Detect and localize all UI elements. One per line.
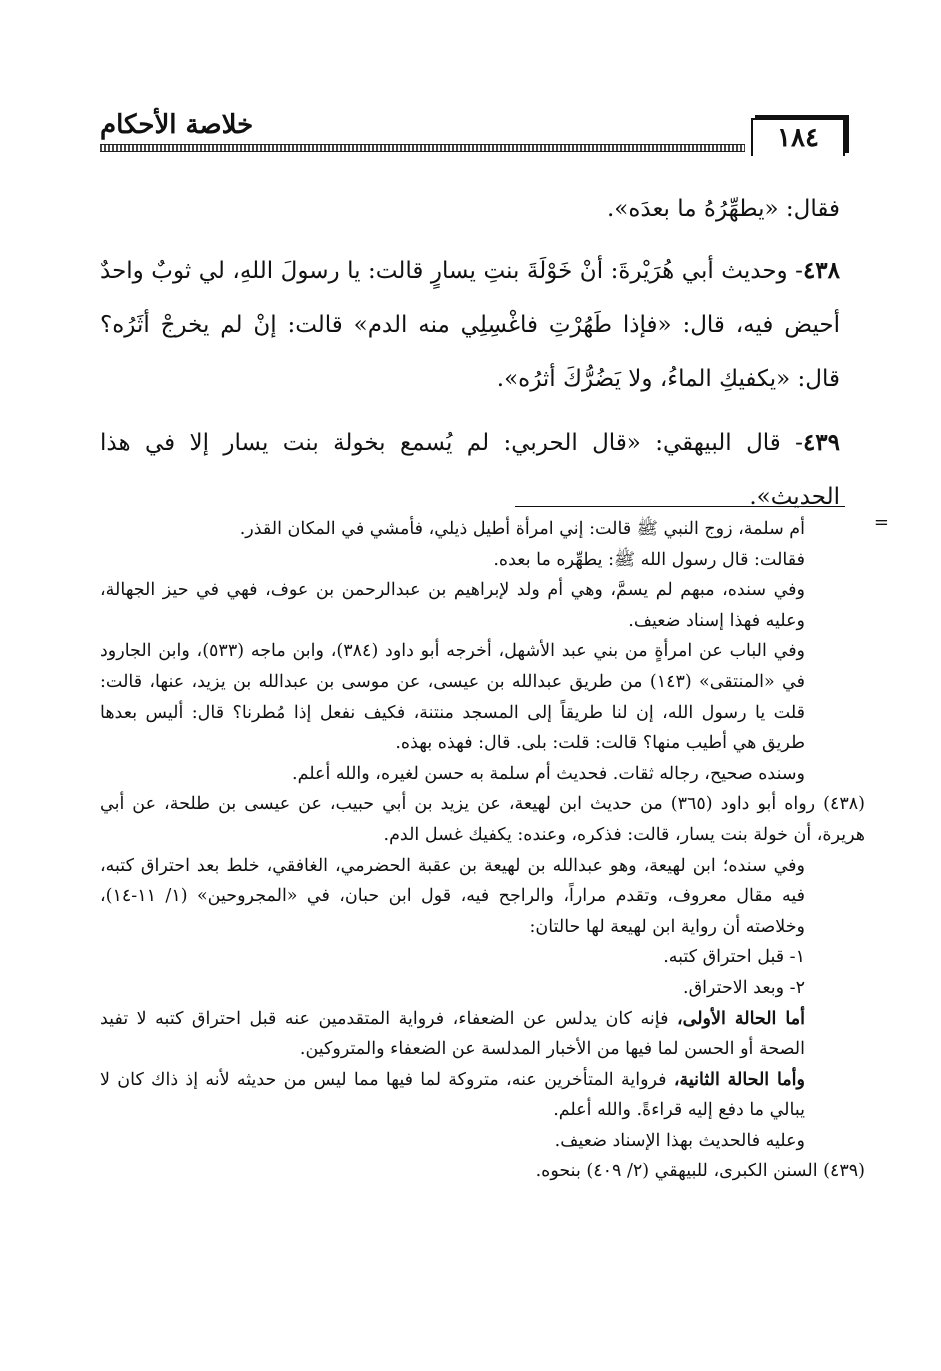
footnote-list-item: ١- قبل احتراق كتبه. xyxy=(663,947,805,968)
footnote-438 xyxy=(100,789,865,850)
page-header xyxy=(100,108,845,156)
lead-line: فقال: «يطهِّرُهُ ما بعدَه». xyxy=(606,196,840,222)
case-label: أما الحالة الأولى، xyxy=(676,1008,805,1029)
footnote-line xyxy=(100,1004,865,1065)
hadith-text: - قال البيهقي: «قال الحربي: لم يُسمع بخولة بنت يسار إلا في هذا الحديث». xyxy=(100,430,840,510)
footnote-separator xyxy=(515,506,845,507)
hadith-number: ٤٣٨ xyxy=(802,257,840,284)
footnote-line: وعليه فالحديث بهذا الإسناد ضعيف. xyxy=(554,1130,805,1151)
footnote-list-item: ٢- وبعد الاحتراق. xyxy=(683,977,805,998)
footnote-line: وفي سنده، مبهم لم يسمَّ، وهي أم ولد لإبراهيم بن عبدالرحمن بن عوف، فهي في حيز الجهالة، وعليه فهذا إسناد ضعيف. xyxy=(100,580,805,631)
footnote-line: وفي سنده؛ ابن لهيعة، وهو عبدالله بن لهيعة بن عقبة الحضرمي، الغافقي، خلط بعد احتراق كتبه، فيه مقال معروف، وتقدم مراراً، والراجح فيه، قول ابن حبان، في «المجروحين» (١/ ١١-١٤)، وخلاصته أن رواية ابن لهيعة لها حالتان: xyxy=(100,855,805,937)
hadith-text: - وحديث أبي هُرَيْرةَ: أنْ خَوْلَةَ بنتِ يسارٍ قالت: يا رسولَ اللهِ، لي ثوبٌ واحدٌ أحيض فيه، قال: «فإذا طَهُرْتِ فاغْسِلِي منه الدم» قالت: إنْ لم يخرجْ أثَرُه؟ قال: «يكفيكِ الماءُ، ولا يَضُرُّكَ أثرُه». xyxy=(100,258,840,392)
book-title: خلاصة الأحكام xyxy=(100,110,254,140)
footnote-text: رواه أبو داود (٣٦٥) من حديث ابن لهيعة، عن يزيد بن أبي حبيب، عن عيسى بن طلحة، عن أبي هريرة، أن خولة بنت يسار، قالت: فذكره، وعنده: يكفيك غسل الدم. xyxy=(100,794,865,845)
hadith-number: ٤٣٩ xyxy=(802,429,840,456)
case-text: فإنه كان يدلس عن الضعفاء، فرواية المتقدمين عنه قبل احتراق كتبه لا تفيد الصحة أو الحسن لما فيها من الأخبار المدلسة عن الضعفاء والمتروكين. xyxy=(100,1008,805,1060)
hadith-438 xyxy=(100,244,840,406)
footnote-line xyxy=(100,1065,865,1126)
footnotes xyxy=(100,514,865,1187)
footnote-line: وسنده صحيح، رجاله ثقات. فحديث أم سلمة به حسن لغيره، والله أعلم. xyxy=(292,763,805,784)
page-number: ١٨٤ xyxy=(751,118,845,156)
footnote-label: (٤٣٨) xyxy=(823,794,865,815)
case-label: وأما الحالة الثانية، xyxy=(673,1069,805,1090)
hadith-439 xyxy=(100,416,840,524)
footnote-line: فقالت: قال رسول الله ﷺ: يطهِّره ما بعده. xyxy=(493,549,805,570)
case-text: فرواية المتأخرين عنه، متروكة لما فيها مما ليس من حديثه لأنه إذ ذاك كان لا يبالي ما دفع إليه قراءةً. والله أعلم. xyxy=(100,1069,805,1121)
footnote-text: السنن الكبرى، للبيهقي (٢/ ٤٠٩) بنحوه. xyxy=(535,1161,818,1182)
main-text xyxy=(100,182,840,534)
header-rule xyxy=(100,144,745,152)
footnote-439 xyxy=(100,1156,865,1187)
continuation-mark: = xyxy=(873,512,889,533)
footnote-line: وفي الباب عن امرأةٍ من بني عبد الأشهل، أخرجه أبو داود (٣٨٤)، وابن ماجه (٥٣٣)، وابن الجارود في «المنتقى» (١٤٣) من طريق عبدالله بن عيسى، عن موسى بن عبدالله بن يزيد، عنها، قالت: قلت يا رسول الله، إن لنا طريقاً إلى المسجد منتنة، فكيف نفعل إذا مُطرنا؟ قال: أليس بعدها طريق هي أطيب منها؟ قالت: قلت: بلى. قال: فهذه بهذه. xyxy=(100,641,806,754)
footnote-label: (٤٣٩) xyxy=(823,1161,865,1182)
footnote-line: أم سلمة، زوج النبي ﷺ قالت: إني امرأة أطيل ذيلي، فأمشي في المكان القذر. xyxy=(239,519,805,539)
